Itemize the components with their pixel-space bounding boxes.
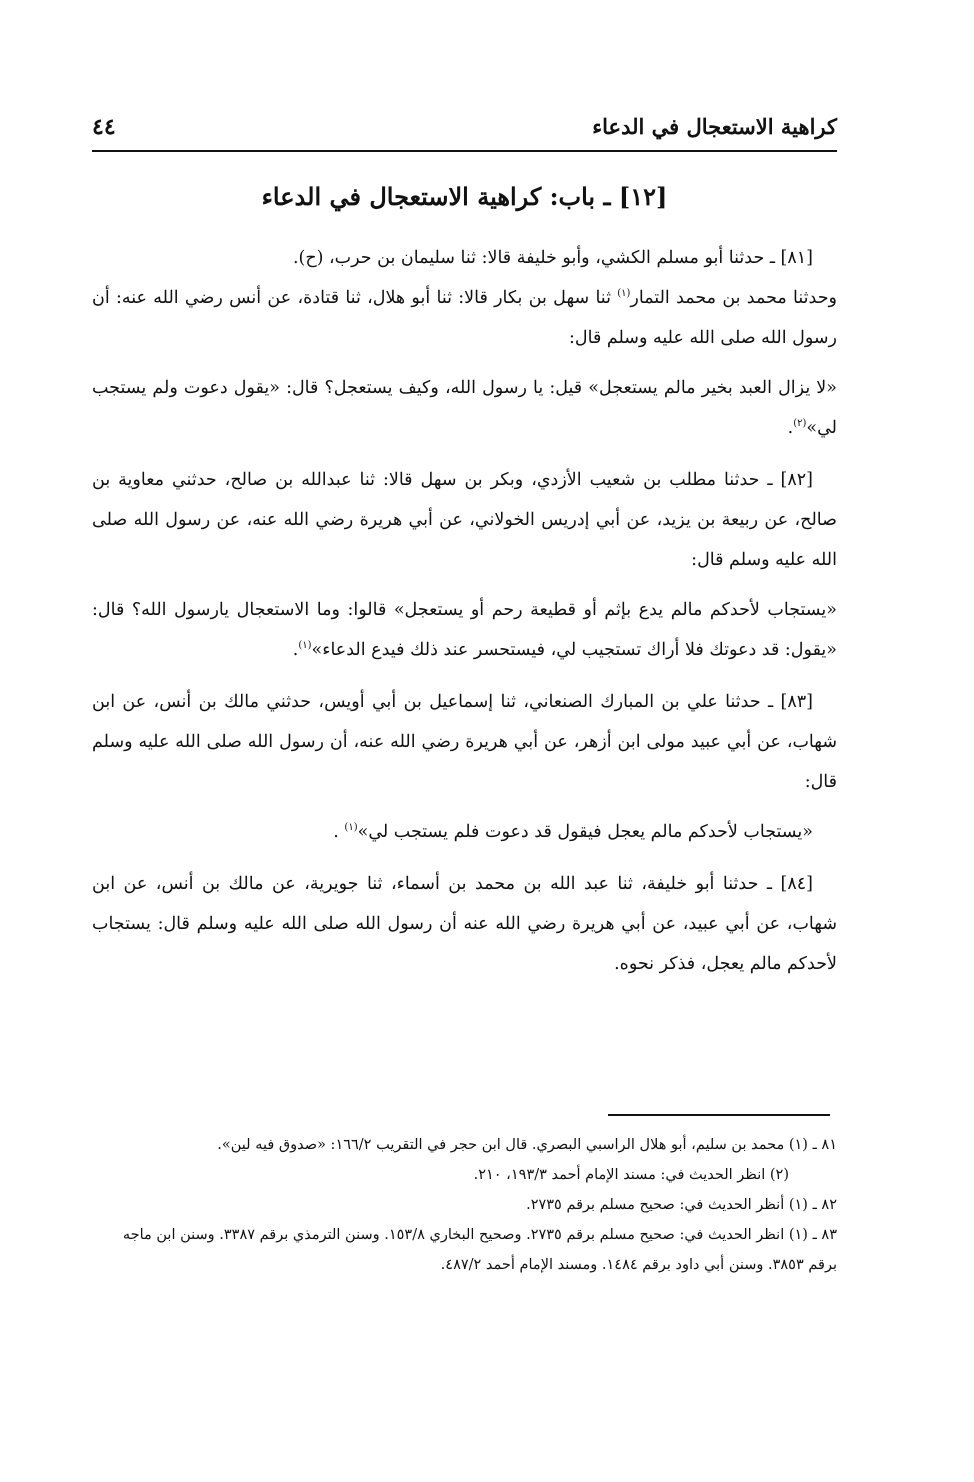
running-header	[92, 114, 837, 148]
footnote-81-1: ٨١ ـ (١) محمد بن سليم، أبو هلال الراسبي البصري. قال ابن حجر في التقريب ١٦٦/٢: «صدوق فيه لين».	[217, 1137, 837, 1153]
hadith-82-isnad: [٨٢] ـ حدثنا مطلب بن شعيب الأزدي، وبكر بن سهل قالا: ثنا عبدالله بن صالح، حدثني معاوية بن صالح، عن ربيعة بن يزيد، عن أبي إدريس الخولاني، عن أبي هريرة رضي الله عنه، عن رسول الله صلى الله عليه وسلم قال:	[92, 470, 837, 570]
header-rule	[92, 150, 837, 152]
hadith-83-matn	[92, 802, 837, 852]
hadith-83-matn-text: «يستجاب لأحدكم مالم يعجل فيقول قد دعوت فلم يستجب لي»	[357, 822, 813, 842]
hadith-82-matn-text: «يستجاب لأحدكم مالم يدع بإثم أو قطيعة رحم أو يستعجل» قالوا: وما الاستعجال يارسول الله؟ قال: «يقول: قد دعوتك فلا أراك تستجيب لي، فيستحسر عند ذلك فيدع الدعاء»	[92, 600, 837, 660]
footnote-83-1: ٨٣ ـ (١) انظر الحديث في: صحيح مسلم برقم ٢٧٣٥. وصحيح البخاري ١٥٣/٨. وسنن الترمذي برقم ٣٣٨٧. وسنن ابن ماجه برقم ٣٨٥٣. وسنن أبي داود برقم ١٤٨٤. ومسند الإمام أحمد ٤٨٧/٢.	[122, 1227, 837, 1273]
hadith-84-isnad: [٨٤] ـ حدثنا أبو خليفة، ثنا عبد الله بن محمد بن أسماء، ثنا جويرية، عن مالك بن أنس، عن ابن شهاب، عن أبي عبيد، عن أبي هريرة رضي الله عنه أن رسول الله صلى الله عليه وسلم قال: يستجاب لأحدكم مالم يعجل، فذكر نحوه.	[92, 874, 837, 974]
footnotes	[92, 1130, 837, 1280]
page-number: ٤٤	[92, 114, 116, 140]
hadith-81-isnad-line1: [٨١] ـ حدثنا أبو مسلم الكشي، وأبو خليفة قالا: ثنا سليمان بن حرب، (ح).	[292, 248, 813, 268]
footnote-82-1: ٨٢ ـ (١) أنظر الحديث في: صحيح مسلم برقم ٢٧٣٥.	[526, 1197, 837, 1213]
main-text	[92, 238, 837, 984]
footnote-ref: (٢)	[793, 418, 807, 430]
footnote-rule	[608, 1114, 830, 1116]
hadith-82-matn	[92, 580, 837, 670]
footnote-81-2: (٢) انظر الحديث في: مسند الإمام أحمد ١٩٣/٣، ٢١٠.	[473, 1167, 789, 1183]
chapter-heading: [١٢] ـ باب: كراهية الاستعجال في الدعاء	[261, 182, 668, 211]
running-title: كراهية الاستعجال في الدعاء	[592, 114, 837, 139]
hadith-81-matn-text: «لا يزال العبد بخير مالم يستعجل» قيل: يا رسول الله، وكيف يستعجل؟ قال: «يقول دعوت ولم يستجب لي»	[92, 378, 837, 438]
hadith-83-isnad: [٨٣] ـ حدثنا علي بن المبارك الصنعاني، ثنا إسماعيل بن أبي أويس، حدثني مالك بن أنس، عن ابن شهاب، عن أبي عبيد مولى ابن أزهر، عن أبي هريرة رضي الله عنه، أن رسول الله صلى الله عليه وسلم قال:	[92, 692, 837, 792]
hadith-81-isnad-line3: ثنا سهل بن بكار قالا: ثنا أبو هلال، ثنا قتادة، عن أنس رضي الله عنه: أن رسول الله صلى الله عليه وسلم قال:	[92, 288, 837, 348]
hadith-81-matn	[92, 358, 837, 448]
footnote-ref: (١)	[344, 822, 358, 834]
footnote-ref: (١)	[298, 640, 312, 652]
hadith-81-isnad	[92, 238, 837, 358]
hadith-81-isnad-line2: وحدثنا محمد بن محمد التمار	[630, 288, 837, 308]
punctuation: .	[333, 822, 345, 842]
footnote-ref: (١)	[617, 288, 631, 300]
punctuation: .	[292, 640, 299, 660]
punctuation: .	[787, 418, 794, 438]
